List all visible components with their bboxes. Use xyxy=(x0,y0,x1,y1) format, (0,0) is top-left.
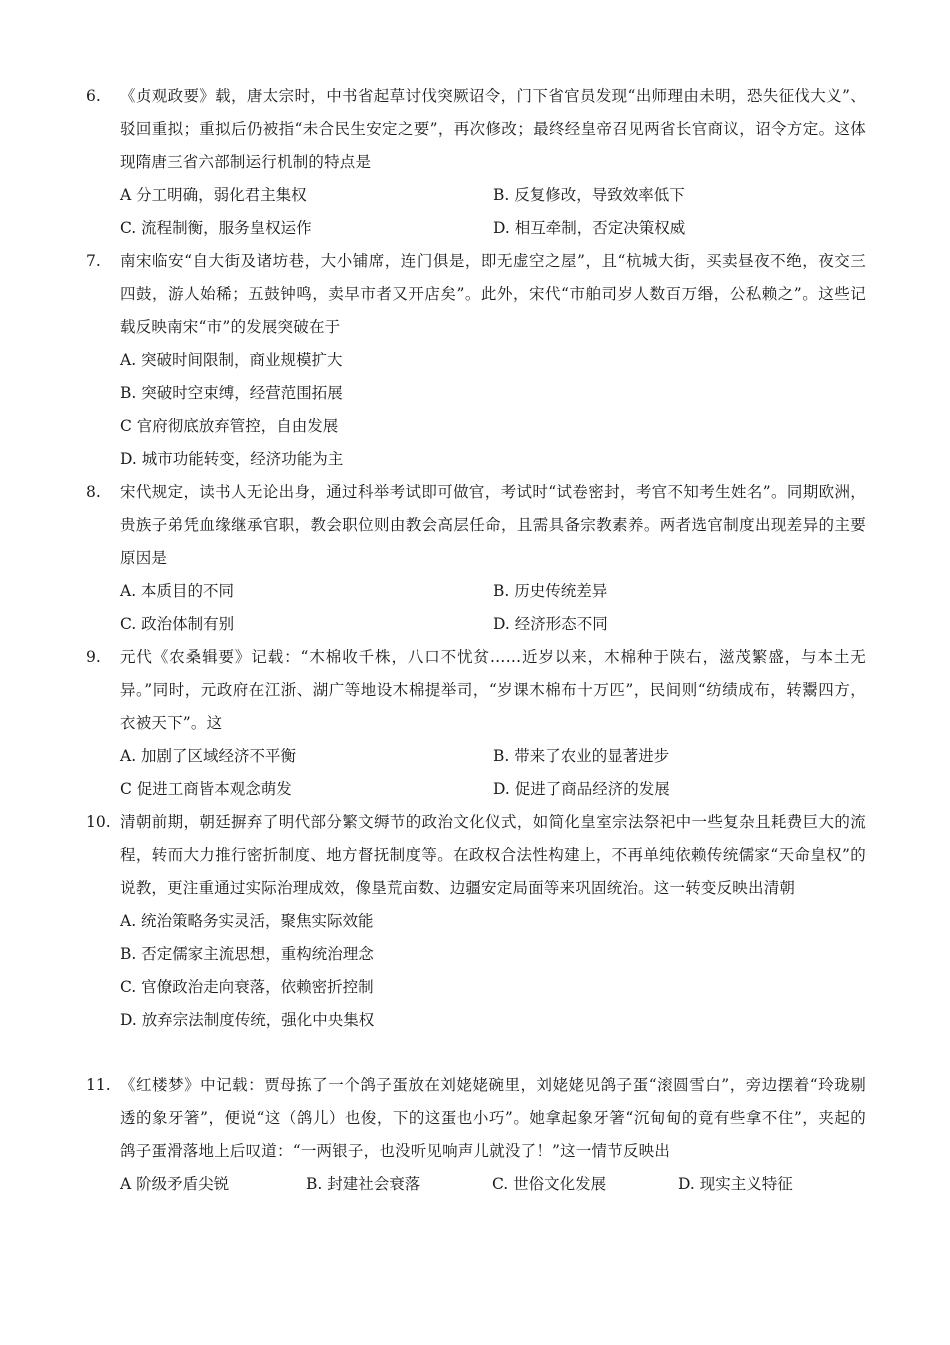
question-11 xyxy=(86,1069,866,1201)
option-c[interactable]: C. 流程制衡，服务皇权运作 xyxy=(120,219,312,237)
question-number: 9. xyxy=(86,648,101,666)
options-list xyxy=(120,575,866,641)
option-c[interactable]: C. 世俗文化发展 xyxy=(492,1175,607,1193)
option-b[interactable]: B. 封建社会衰落 xyxy=(306,1175,421,1193)
option-a[interactable]: A. 本质目的不同 xyxy=(120,582,235,600)
option-b[interactable]: B. 突破时空束缚，经营范围拓展 xyxy=(120,384,343,402)
option-b[interactable]: B. 带来了农业的显著进步 xyxy=(493,747,670,765)
option-a[interactable]: A 阶级矛盾尖锐 xyxy=(120,1175,230,1193)
option-d[interactable]: D. 促进了商品经济的发展 xyxy=(493,780,670,798)
question-number: 11. xyxy=(86,1076,111,1094)
option-b[interactable]: B. 否定儒家主流思想，重构统治理念 xyxy=(120,945,374,963)
question-number: 6. xyxy=(86,87,101,105)
options-list xyxy=(120,179,866,245)
option-c[interactable]: C. 官僚政治走向衰落，依赖密折控制 xyxy=(120,978,374,996)
option-c[interactable]: C 官府彻底放弃管控，自由发展 xyxy=(120,417,339,435)
option-d[interactable]: D. 放弃宗法制度传统，强化中央集权 xyxy=(120,1011,375,1029)
option-c[interactable]: C 促进工商皆本观念萌发 xyxy=(120,780,292,798)
option-b[interactable]: B. 反复修改，导致效率低下 xyxy=(493,186,685,204)
option-d[interactable]: D. 相互牵制，否定决策权威 xyxy=(493,219,686,237)
question-stem: 元代《农桑辑要》记载：“木棉收千株，八口不忧贫……近岁以来，木棉种于陕右，滋茂繁盛，与本土无异。”同时，元政府在江浙、湖广等地设木棉提举司，“岁课木棉布十万匹”，民间则“纺绩成布，转鬻四方，衣被天下”。这 xyxy=(120,648,866,732)
option-b[interactable]: B. 历史传统差异 xyxy=(493,582,608,600)
option-d[interactable]: D. 现实主义特征 xyxy=(678,1175,793,1193)
question-9 xyxy=(86,641,866,806)
question-10 xyxy=(86,806,866,1037)
options-list xyxy=(120,740,866,806)
option-a[interactable]: A. 突破时间限制，商业规模扩大 xyxy=(120,351,343,369)
question-stem: 《贞观政要》载，唐太宗时，中书省起草讨伐突厥诏令，门下省官员发现“出师理由未明，恐失征伐大义”、驳回重拟；重拟后仍被指“未合民生安定之要”，再次修改；最终经皇帝召见两省长官商议，诏令方定。这体现隋唐三省六部制运行机制的特点是 xyxy=(120,87,866,171)
options-list xyxy=(120,1168,866,1201)
question-number: 10. xyxy=(86,813,111,831)
option-c[interactable]: C. 政治体制有别 xyxy=(120,615,235,633)
question-stem: 清朝前期，朝廷摒弃了明代部分繁文缛节的政治文化仪式，如简化皇室宗法祭祀中一些复杂且耗费巨大的流程，转而大力推行密折制度、地方督抚制度等。在政权合法性构建上，不再单纯依赖传统儒家“天命皇权”的说教，更注重通过实际治理成效，像垦荒亩数、边疆安定局面等来巩固统治。这一转变反映出清朝 xyxy=(120,813,866,897)
question-stem: 《红楼梦》中记载：贾母拣了一个鸽子蛋放在刘姥姥碗里，刘姥姥见鸽子蛋“滚圆雪白”，旁边摆着“玲珑剔透的象牙箸”，便说“这（鸽儿）也俊，下的这蛋也小巧”。她拿起象牙箸“沉甸甸的竟有些拿不住”，夹起的鸽子蛋滑落地上后叹道：“一两银子，也没听见响声儿就没了！”这一情节反映出 xyxy=(120,1076,866,1160)
question-stem: 宋代规定，读书人无论出身，通过科举考试即可做官，考试时“试卷密封，考官不知考生姓名”。同期欧洲，贵族子弟凭血缘继承官职，教会职位则由教会高层任命，且需具备宗教素养。两者选官制度出现差异的主要原因是 xyxy=(120,483,866,567)
question-6 xyxy=(86,80,866,245)
question-number: 7. xyxy=(86,252,101,270)
option-a[interactable]: A. 统治策略务实灵活，聚焦实际效能 xyxy=(120,912,374,930)
question-number: 8. xyxy=(86,483,101,501)
option-a[interactable]: A. 加剧了区域经济不平衡 xyxy=(120,747,297,765)
question-7 xyxy=(86,245,866,476)
question-stem: 南宋临安“自大街及诸坊巷，大小铺席，连门俱是，即无虚空之屋”，且“杭城大街，买卖昼夜不绝，夜交三四鼓，游人始稀；五鼓钟鸣，卖早市者又开店矣”。此外，宋代“市舶司岁人数百万缗，公私赖之”。这些记载反映南宋“市”的发展突破在于 xyxy=(120,252,866,336)
question-8 xyxy=(86,476,866,641)
option-d[interactable]: D. 经济形态不同 xyxy=(493,615,608,633)
options-list xyxy=(120,344,866,476)
option-d[interactable]: D. 城市功能转变，经济功能为主 xyxy=(120,450,344,468)
options-list xyxy=(120,905,866,1037)
option-a[interactable]: A 分工明确，弱化君主集权 xyxy=(120,186,307,204)
